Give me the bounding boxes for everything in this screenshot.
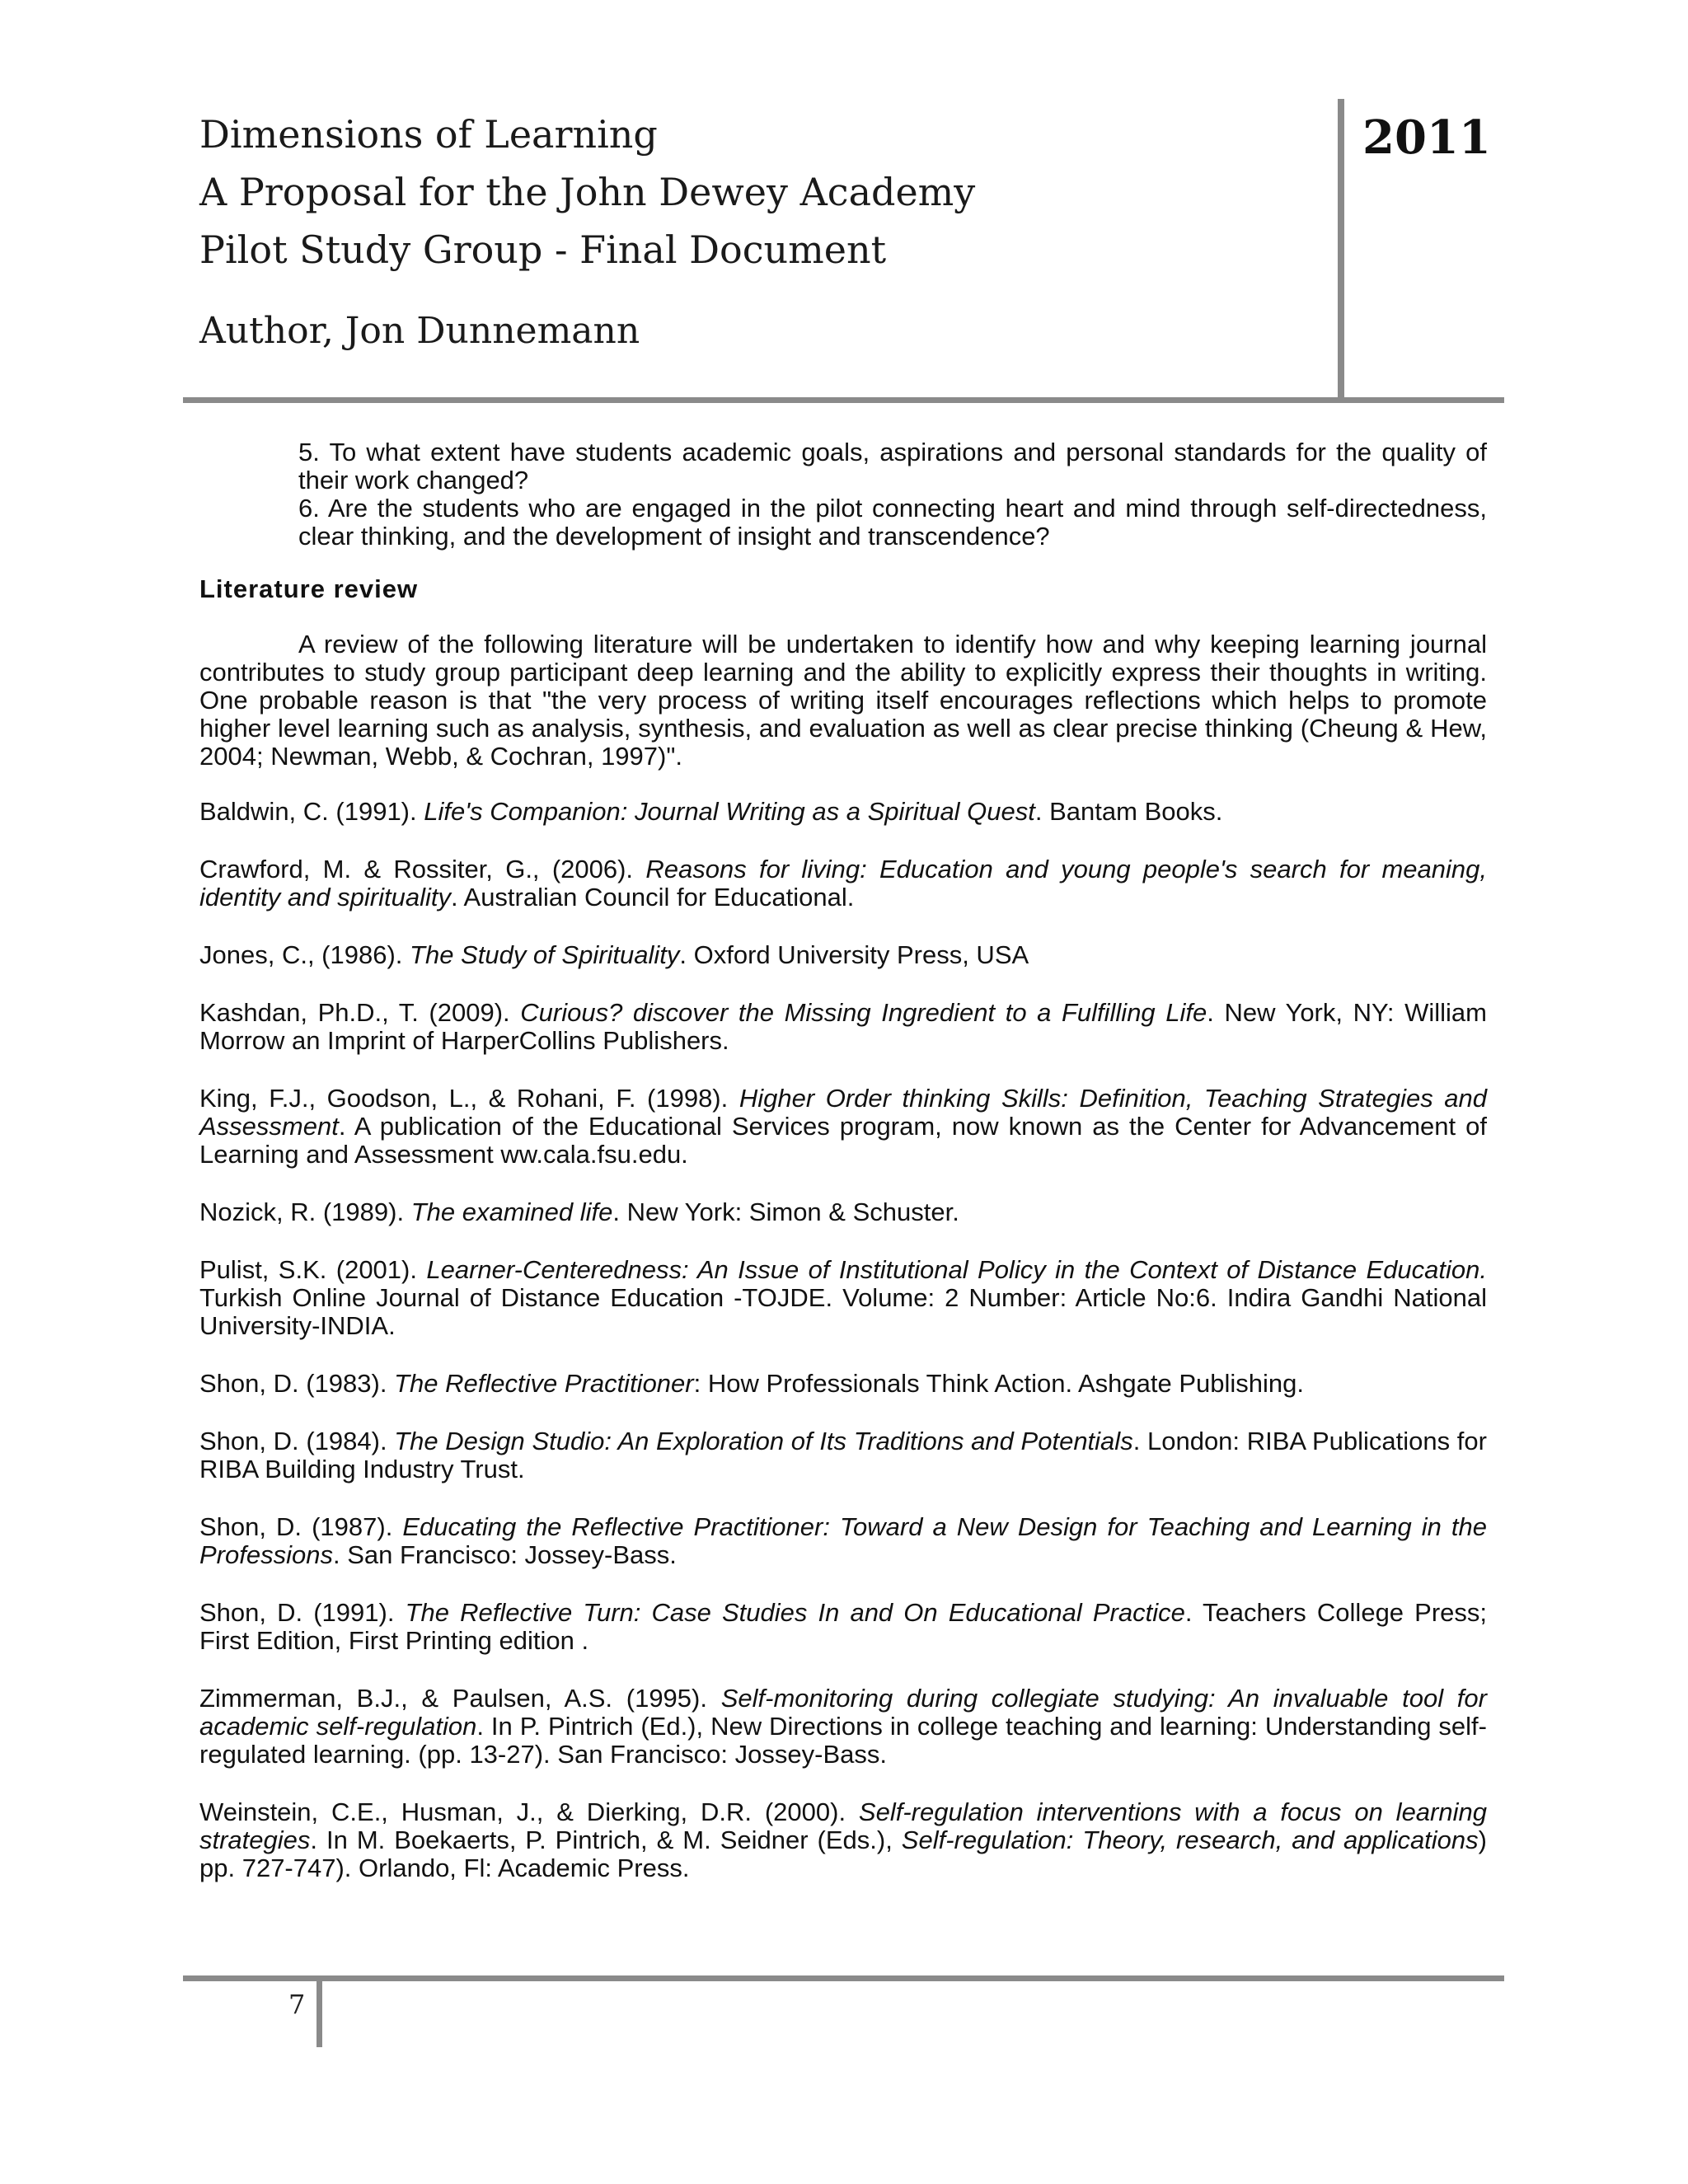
document-author: Author, Jon Dunnemann bbox=[199, 310, 640, 352]
title-line: Dimensions of Learning bbox=[199, 112, 658, 157]
reference-item: Shon, D. (1987). Educating the Reflective Practitioner: Toward a New Design for Teaching and Learning in the Professions. San Francisco: Jossey-Bass. bbox=[199, 1512, 1487, 1569]
reference-item: Nozick, R. (1989). The examined life. New York: Simon & Schuster. bbox=[199, 1197, 959, 1226]
reference-item: Baldwin, C. (1991). Life's Companion: Journal Writing as a Spiritual Quest. Bantam Books. bbox=[199, 797, 1223, 826]
footer-vertical-divider bbox=[316, 1981, 322, 2047]
document-year: 2011 bbox=[1362, 110, 1491, 165]
reference-item: Jones, C., (1986). The Study of Spirituality. Oxford University Press, USA bbox=[199, 940, 1029, 969]
reference-item: Zimmerman, B.J., & Paulsen, A.S. (1995). Self-monitoring during collegiate studying: An invaluable tool for academic self-regulation. In P. Pintrich (Ed.), New Directions in college teaching and learning: Understanding self-regulated learning. (pp. 13-27). San Francisco: Jossey-Bass. bbox=[199, 1684, 1487, 1769]
title-line: Pilot Study Group - Final Document bbox=[199, 227, 887, 272]
footer-horizontal-divider bbox=[183, 1975, 1504, 1981]
reference-item: Crawford, M. & Rossiter, G., (2006). Reasons for living: Education and young people's search for meaning, identity and spirituality. Australian Council for Educational. bbox=[199, 855, 1487, 912]
header-vertical-divider bbox=[1338, 99, 1344, 399]
title-line: A Proposal for the John Dewey Academy bbox=[199, 170, 976, 214]
reference-item: Weinstein, C.E., Husman, J., & Dierking, D.R. (2000). Self-regulation interventions with a focus on learning strategies. In M. Boekaerts, P. Pintrich, & M. Seidner (Eds.), Self-regulation: Theory, research, and applications) pp. 727-747). Orlando, Fl: Academic Press. bbox=[199, 1797, 1487, 1882]
reference-item: King, F.J., Goodson, L., & Rohani, F. (1998). Higher Order thinking Skills: Definition, Teaching Strategies and Assessment. A publication of the Educational Services program, now known as the Center for Advancement of Learning and Assessment ww.cala.fsu.edu. bbox=[199, 1084, 1488, 1169]
reference-item: Shon, D. (1991). The Reflective Turn: Case Studies In and On Educational Practice. Teachers College Press; First Edition, First Printing edition . bbox=[199, 1598, 1488, 1655]
research-questions bbox=[298, 438, 1487, 551]
reference-item: Shon, D. (1983). The Reflective Practitioner: How Professionals Think Action. Ashgate Publishing. bbox=[199, 1369, 1305, 1398]
section-heading: Literature review bbox=[199, 574, 419, 603]
question-item: 5. To what extent have students academic goals, aspirations and personal standards for the quality of their work changed? bbox=[298, 438, 1487, 494]
header-horizontal-divider bbox=[183, 397, 1504, 403]
reference-item: Shon, D. (1984). The Design Studio: An Exploration of Its Traditions and Potentials. London: RIBA Publications for RIBA Building Industry Trust. bbox=[199, 1427, 1487, 1483]
question-item: 6. Are the students who are engaged in the pilot connecting heart and mind through self-directedness, clear thinking, and the development of insight and transcendence? bbox=[298, 494, 1487, 551]
intro-paragraph: A review of the following literature will be undertaken to identify how and why keeping learning journal contributes to study group participant deep learning and the ability to explicitly express their thoughts in writing. One probable reason is that "the very process of writing itself encourages reflections which helps to promote higher level learning such as analysis, synthesis, and evaluation as well as clear precise thinking (Cheung & Hew, 2004; Newman, Webb, & Cochran, 1997)". bbox=[199, 630, 1487, 771]
reference-item: Kashdan, Ph.D., T. (2009). Curious? discover the Missing Ingredient to a Fulfilling Life. New York, NY: William Morrow an Imprint of HarperCollins Publishers. bbox=[199, 998, 1487, 1055]
document-title bbox=[199, 105, 1296, 279]
page-number: 7 bbox=[288, 1989, 306, 2020]
reference-list bbox=[199, 798, 1487, 1912]
reference-item: Pulist, S.K. (2001). Learner-Centeredness: An Issue of Institutional Policy in the Context of Distance Education. Turkish Online Journal of Distance Education -TOJDE. Volume: 2 Number: Article No:6. Indira Gandhi National University-INDIA. bbox=[199, 1255, 1487, 1340]
